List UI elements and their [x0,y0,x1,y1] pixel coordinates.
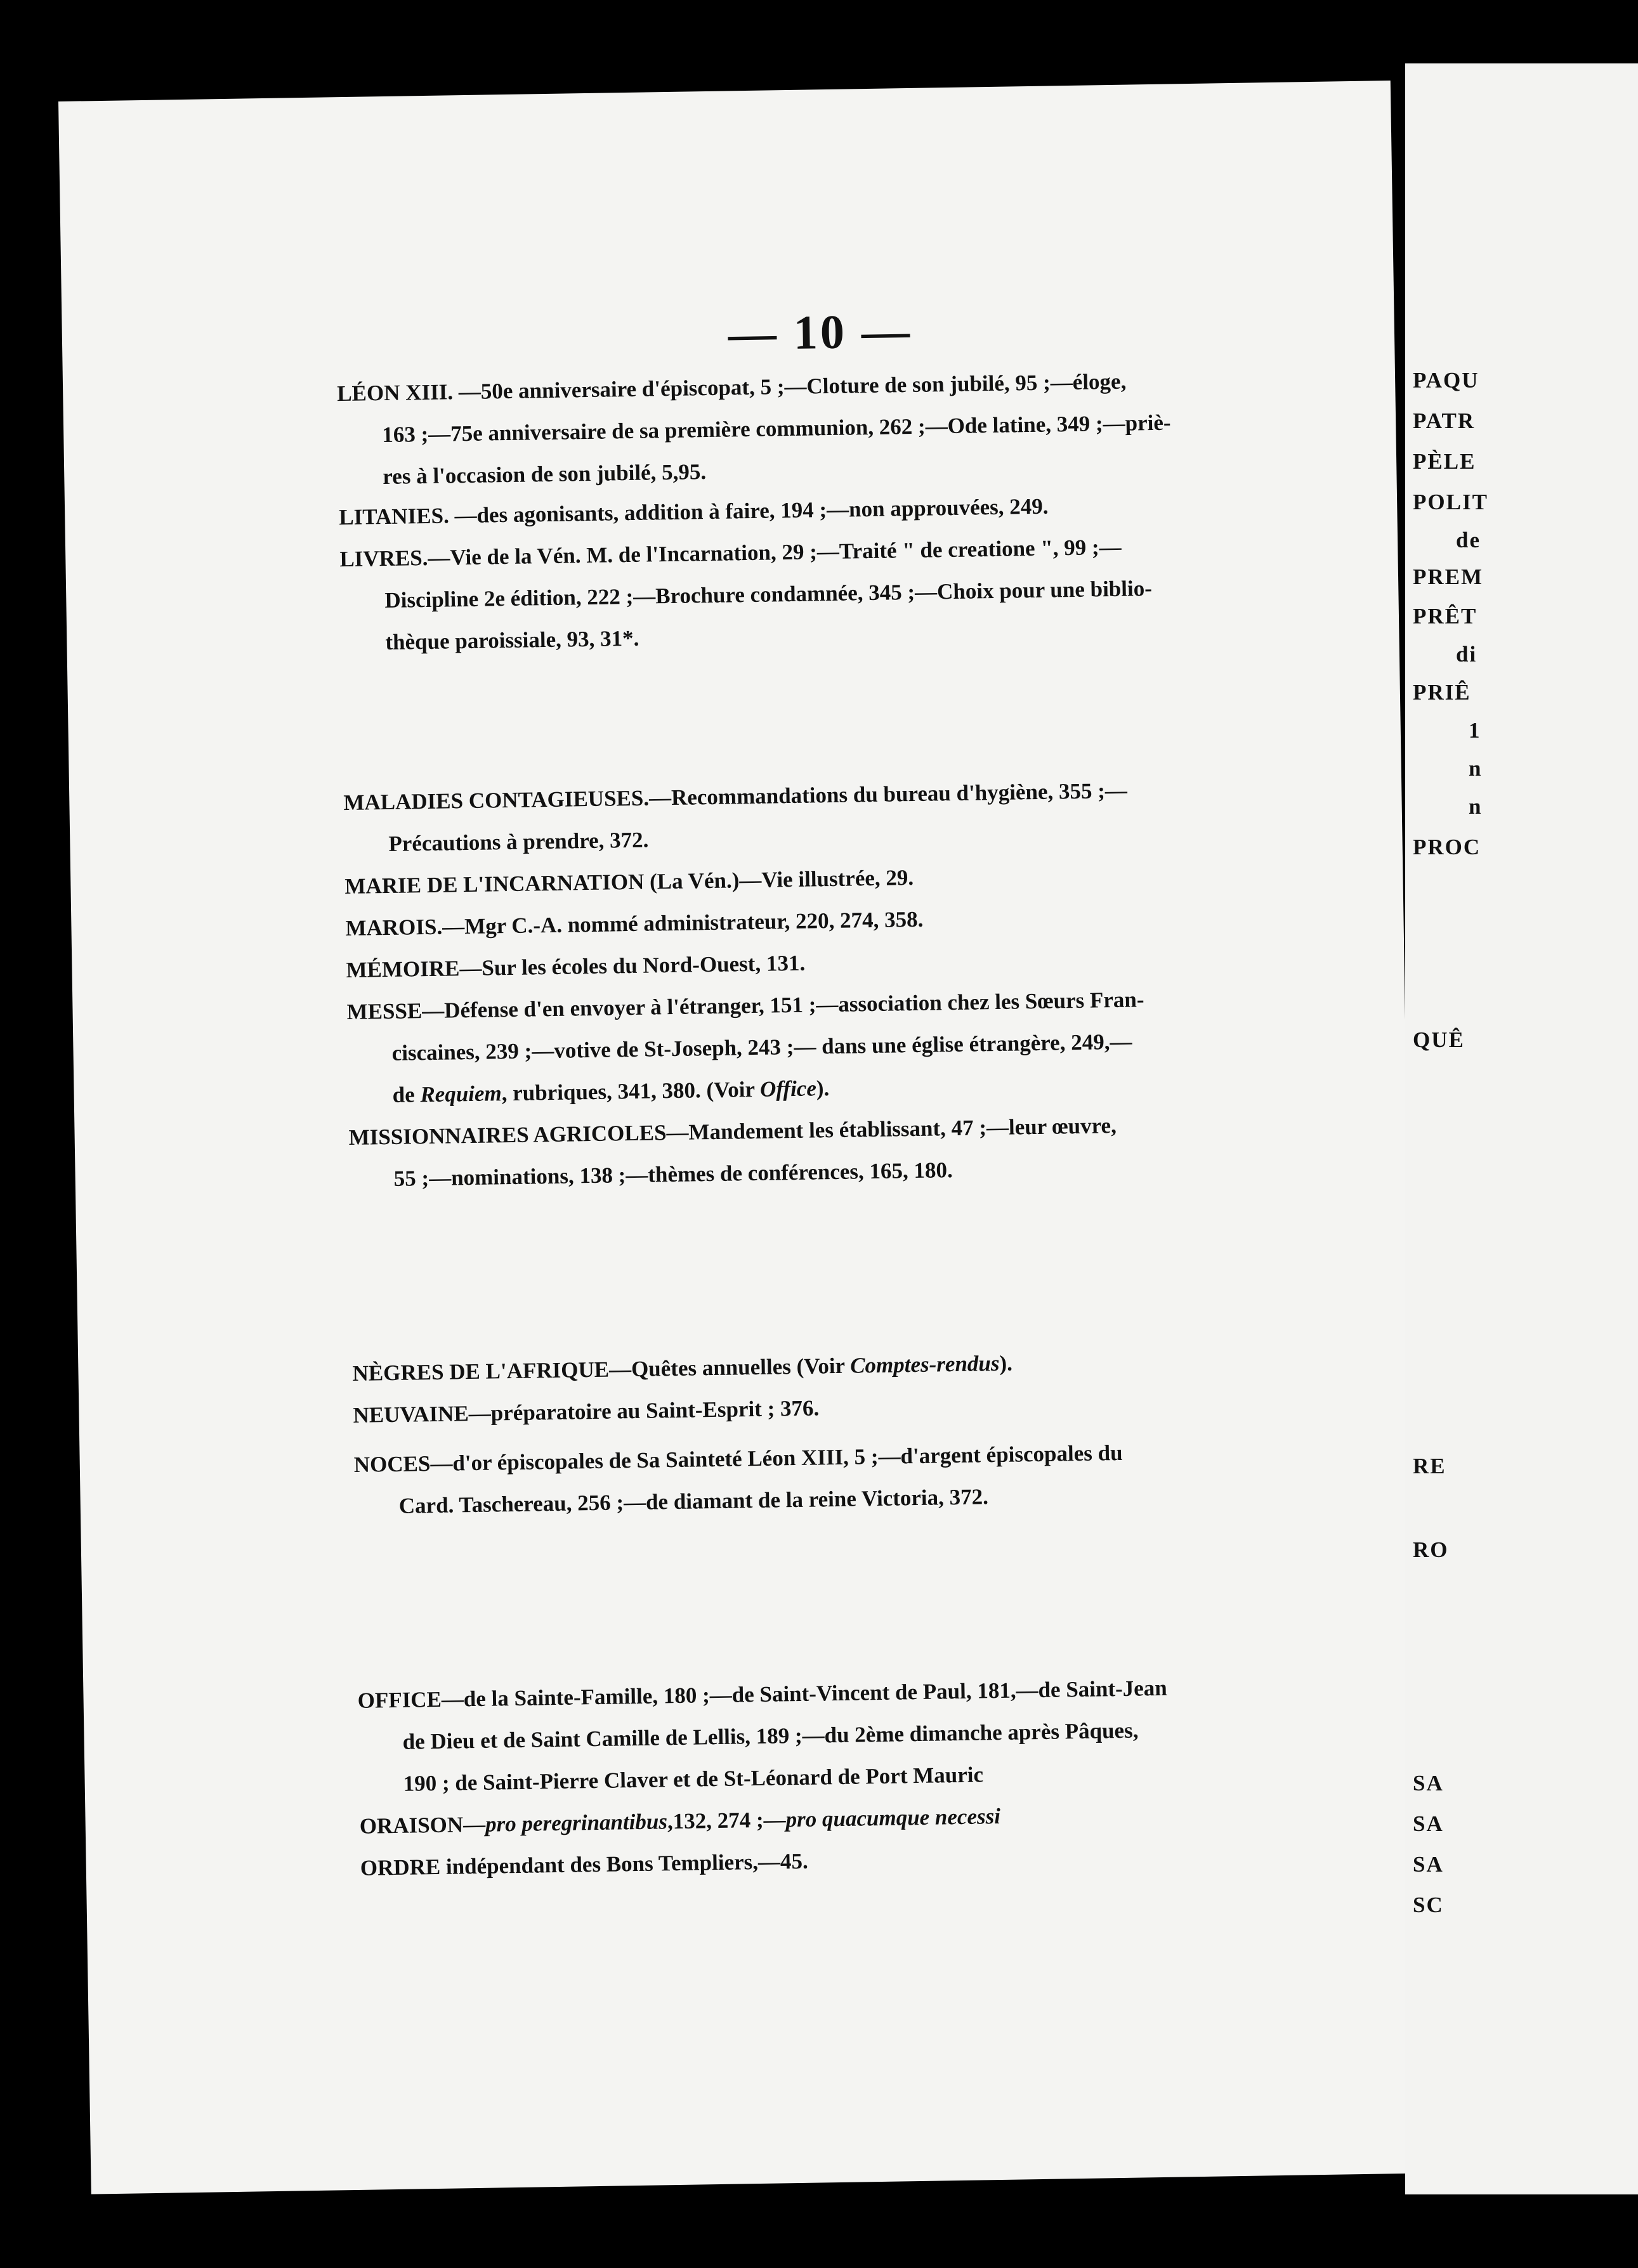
entry-line: MISSIONNAIRES AGRICOLES—Mandement les établissant, 47 ;—leur œuvre, [348,1113,1117,1150]
entry-litanies: LITANIES. —des agonisants, addition à faire, 194 ;—non approuvées, 249. [339,493,1049,530]
right-fragment: 1 [1469,718,1481,743]
entry-line: LIVRES.—Vie de la Vén. M. de l'Incarnation, 29 ;—Traité " de creatione ", 99 ;— [339,534,1122,572]
entry-line: Précautions à prendre, 372. [388,827,649,856]
right-fragment: SA [1413,1771,1444,1796]
right-page-edge [1405,63,1638,2194]
entry-marie: MARIE DE L'INCARNATION (La Vén.)—Vie illustrée, 29. [344,864,914,899]
entry-livres [339,523,1331,664]
entry-missionnaires [348,1102,1339,1201]
entry-line: 190 ; de Saint-Pierre Claver et de St-Léonard de Port Mauric [403,1762,984,1796]
entry-messe [346,976,1338,1117]
entry-maladies [343,767,1334,866]
entry-line: OFFICE—de la Sainte-Famille, 180 ;—de Saint-Vincent de Paul, 181,—de Saint-Jean [357,1675,1168,1713]
entry-office [357,1664,1349,1805]
right-fragment: PRÊT [1413,604,1477,629]
entry-memoire: MÉMOIRE—Sur les écoles du Nord-Ouest, 131. [346,950,806,983]
entry-neuvaine: NEUVAINE—préparatoire au Saint-Esprit ; 376. [353,1395,820,1428]
right-fragment: di [1456,642,1477,667]
entry-line: NOCES—d'or épiscopales de Sa Sainteté Léon XIII, 5 ;—d'argent épiscopales du [353,1440,1123,1477]
entry-oraison: ORAISON—pro peregrinantibus,132, 274 ;—pro quacumque necessi [359,1804,1001,1839]
right-fragment: PÈLE [1413,449,1476,474]
entry-line: 55 ;—nominations, 138 ;—thèmes de conférences, 165, 180. [393,1157,953,1191]
entry-line: de Requiem, rubriques, 341, 380. (Voir Office). [392,1076,830,1107]
left-page [58,81,1424,2194]
entry-marois: MAROIS.—Mgr C.-A. nommé administrateur, 220, 274, 358. [345,906,924,941]
right-fragment: RO [1413,1537,1449,1562]
right-fragment: POLIT [1413,490,1488,514]
entry-line: de Dieu et de Saint Camille de Lellis, 189 ;—du 2ème dimanche après Pâques, [402,1717,1139,1754]
entry-leon-xiii [337,358,1328,499]
right-fragment: PATR [1413,408,1476,433]
right-fragment: de [1456,528,1481,552]
right-fragment: PRIÊ [1413,680,1471,705]
right-fragment: RE [1413,1454,1446,1478]
entry-line: res à l'occasion de son jubilé, 5,95. [383,459,707,490]
entry-line: LÉON XIII. —50e anniversaire d'épiscopat, 5 ;—Cloture de son jubilé, 95 ;—éloge, [336,368,1127,407]
right-fragment: n [1469,756,1483,781]
right-fragment: SA [1413,1852,1444,1877]
right-fragment: PAQU [1413,368,1479,393]
entry-ordre: ORDRE indépendant des Bons Templiers,—45. [360,1848,809,1880]
right-fragment: SA [1413,1811,1444,1836]
right-fragment: SC [1413,1893,1444,1917]
page-number: — 10 — [728,304,913,361]
right-fragment: QUÊ [1413,1027,1465,1052]
entry-line: MALADIES CONTAGIEUSES.—Recommandations du bureau d'hygiène, 355 ;— [343,778,1128,816]
right-fragment: PROC [1413,835,1481,859]
entry-noces [353,1428,1344,1527]
entry-line: Card. Taschereau, 256 ;—de diamant de la reine Victoria, 372. [398,1484,989,1518]
entry-line: ciscaines, 239 ;—votive de St-Joseph, 243 ;— dans une église étrangère, 249,— [391,1029,1132,1066]
entry-line: MESSE—Défense d'en envoyer à l'étranger, 151 ;—association chez les Sœurs Fran- [346,987,1144,1025]
entry-line: 163 ;—75e anniversaire de sa première communion, 262 ;—Ode latine, 349 ;—priè- [382,410,1171,448]
entry-negres: NÈGRES DE L'AFRIQUE—Quêtes annuelles (Voir Comptes-rendus). [352,1350,1013,1386]
right-fragment: PREM [1413,564,1484,589]
right-fragment: n [1469,794,1483,819]
entry-line: thèque paroissiale, 93, 31*. [385,625,639,655]
entry-line: Discipline 2e édition, 222 ;—Brochure condamnée, 345 ;—Choix pour une biblio- [384,576,1153,613]
